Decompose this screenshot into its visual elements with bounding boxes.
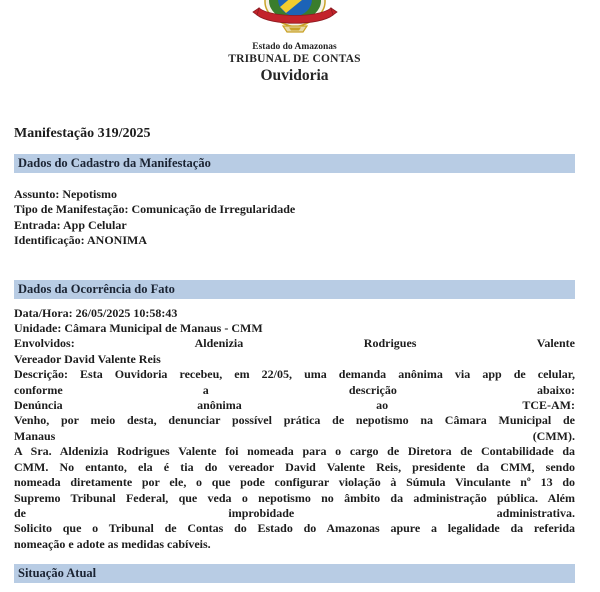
org-tribunal-name: TRIBUNAL DE CONTAS	[228, 53, 361, 65]
description-line: Venho, por meio desta, denunciar possível prática de nepotismo na Câmara Municipal de	[14, 413, 575, 428]
field-tipo-manifestacao: Tipo de Manifestação: Comunicação de Irregularidade	[14, 202, 296, 217]
field-envolvidos-2: Vereador David Valente Reis	[14, 351, 161, 366]
description-line: CMM. No entanto, ela é tia do vereador David Valente Reis, presidente da CMM, sendo	[14, 459, 575, 474]
description-line: de improbidade administrativa.	[14, 505, 575, 520]
field-data-hora: Data/Hora: 26/05/2025 10:58:43	[14, 305, 178, 320]
description-line: conforme a descrição abaixo:	[14, 382, 575, 397]
description-line: A Sra. Aldenizia Rodrigues Valente foi nomeada para o cargo de Diretora de Contabilidade da	[14, 444, 575, 459]
field-envolvidos: Envolvidos: Aldenizia Rodrigues Valente	[14, 336, 575, 351]
org-department-name: Ouvidoria	[260, 67, 329, 84]
ocorrencia-body	[14, 306, 575, 553]
description-line: Manaus (CMM).	[14, 428, 575, 443]
description-line: nomeada diretamente por ele, o que pode configurar violação à Súmula Vinculante nº 13 do	[14, 475, 575, 490]
description-line: Supremo Tribunal Federal, que veda o nepotismo no âmbito da administração pública. Além	[14, 490, 575, 505]
org-state-name: Estado do Amazonas	[252, 42, 337, 52]
cadastro-fields	[14, 187, 575, 249]
manifestation-title: Manifestação 319/2025	[14, 126, 151, 141]
field-assunto: Assunto: Nepotismo	[14, 187, 118, 201]
section-heading-situacao: Situação Atual	[14, 564, 575, 583]
letterhead	[14, 42, 575, 85]
description-line: Descrição: Esta Ouvidoria recebeu, em 22/05, uma demanda anônima via app de celular,	[14, 367, 575, 382]
description-line: Denúncia anônima ao TCE-AM:	[14, 398, 575, 413]
field-unidade: Unidade: Câmara Municipal de Manaus - CMM	[14, 321, 263, 336]
amazonas-coat-of-arms-icon	[249, 0, 341, 33]
field-identificacao: Identificação: ANONIMA	[14, 233, 147, 248]
description-line: Solicito que o Tribunal de Contas do Estado do Amazonas apure a legalidade da referida	[14, 521, 575, 536]
description-line: nomeação e adote as medidas cabíveis.	[14, 536, 211, 551]
section-heading-ocorrencia: Dados da Ocorrência do Fato	[14, 280, 575, 299]
field-entrada: Entrada: App Celular	[14, 217, 127, 232]
section-heading-cadastro: Dados do Cadastro da Manifestação	[14, 154, 575, 173]
